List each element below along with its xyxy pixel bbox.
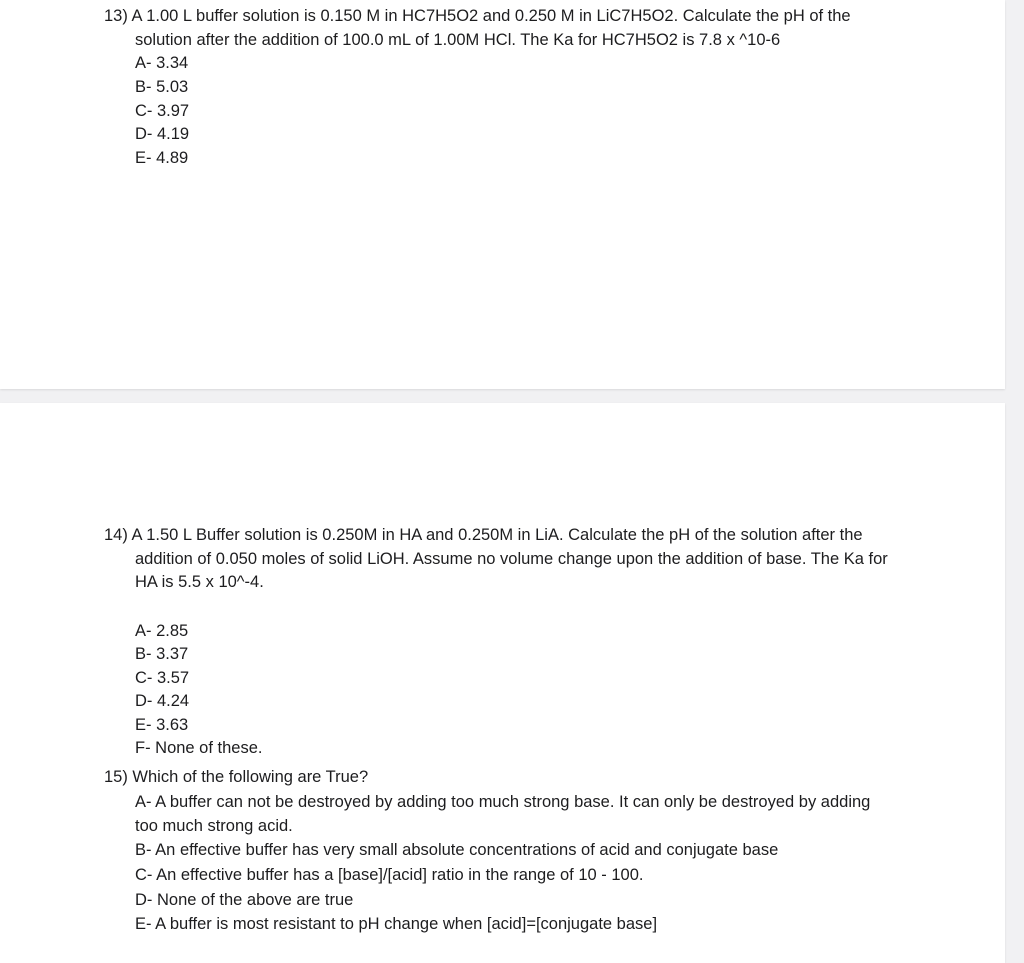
question-15-options xyxy=(104,790,894,938)
question-15-option-d: D- None of the above are true xyxy=(135,890,354,909)
question-15 xyxy=(104,766,894,937)
question-card-2 xyxy=(0,403,1005,963)
question-14-option-e: E- 3.63 xyxy=(135,715,189,734)
question-14-option-c: C- 3.57 xyxy=(135,668,190,687)
question-13-option-b: B- 5.03 xyxy=(135,77,189,96)
question-15-stem: 15) Which of the following are True? xyxy=(104,768,369,786)
question-13-option-a: A- 3.34 xyxy=(135,54,189,72)
question-15-option-e: E- A buffer is most resistant to pH change when [acid]=[conjugate base] xyxy=(135,915,658,934)
question-15-option-b: B- An effective buffer has very small absolute concentrations of acid and conjugate base xyxy=(135,840,779,859)
question-13-option-d: D- 4.19 xyxy=(135,125,190,144)
question-14-stem: 14) A 1.50 L Buffer solution is 0.250M in HA and 0.250M in LiA. Calculate the pH of the solution after the addition of 0.050 moles of solid LiOH. Assume no volume change upon the addition of base. The Ka for HA is 5.5 x 10^-4. xyxy=(104,526,888,591)
question-14 xyxy=(104,524,894,761)
question-13-options xyxy=(104,52,894,171)
question-14-option-a: A- 2.85 xyxy=(135,621,189,640)
question-14-options xyxy=(104,620,894,761)
question-13-option-c: C- 3.97 xyxy=(135,101,190,120)
question-15-option-a: A- A buffer can not be destroyed by adding too much strong base. It can only be destroyed by adding too much strong acid. xyxy=(135,792,871,835)
question-13 xyxy=(104,5,894,171)
question-14-option-d: D- 4.24 xyxy=(135,692,190,710)
question-14-option-f: F- None of these. xyxy=(135,739,263,757)
question-15-option-c: C- An effective buffer has a [base]/[acid] ratio in the range of 10 - 100. xyxy=(135,865,644,884)
question-card-1 xyxy=(0,0,1005,389)
question-13-option-e: E- 4.89 xyxy=(135,149,189,168)
question-14-option-b: B- 3.37 xyxy=(135,645,189,663)
question-13-stem: 13) A 1.00 L buffer solution is 0.150 M in HC7H5O2 and 0.250 M in LiC7H5O2. Calculate the pH of the solution after the addition of 100.0 mL of 1.00M HCl. The Ka for HC7H5O2 is 7.8 x ^10-6 xyxy=(104,7,851,49)
